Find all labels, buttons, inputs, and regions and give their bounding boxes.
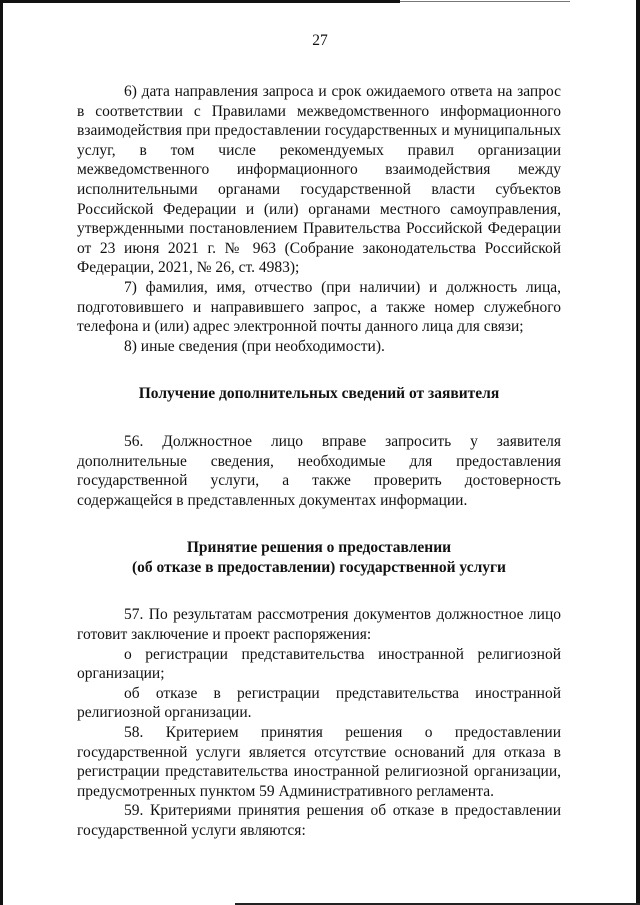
list-item-6: 6) дата направления запроса и срок ожидаемого ответа на запрос в соответствии с Правилами межведомственного информационного взаимодействия при предоставлении государственных и муниципальных услуг, в том числе рекомендуемых правил организации межведомственного информационного взаимодействия между исполнительными органами государственной власти субъектов Российской Федерации и (или) органами местного самоуправления, утвержденными постановлением Правительства Российской Федерации от 23 июня 2021 г. № 963 (Собрание законодательства Российской Федерации, 2021, № 26, ст. 4983); — [77, 83, 561, 277]
scan-edge-top-faint — [400, 1, 570, 2]
paragraph-57-option-refusal: об отказе в регистрации представительства иностранной религиозной организации. — [77, 684, 561, 722]
scan-edge-left — [0, 0, 3, 905]
paragraph-58: 58. Критерием принятия решения о предоставлении государственной услуги является отсутствие оснований для отказа в регистрации представительства иностранной религиозной организации, предусмотренных пунктом 59 Административного регламента. — [77, 724, 561, 800]
spacer — [77, 577, 561, 605]
section-heading-decision-line2: (об отказе в предоставлении) государственной услуги — [132, 558, 506, 576]
spacer — [77, 404, 561, 432]
scan-edge-right — [636, 0, 640, 905]
list-item-8: 8) иные сведения (при необходимости). — [124, 337, 385, 355]
section-heading-additional-info: Получение дополнительных сведений от заявителя — [138, 385, 500, 403]
paragraph-56: 56. Должностное лицо вправе запросить у заявителя дополнительные сведения, необходимые для предоставления государственной услуги, а также проверить достоверность содержащейся в представленных документах информации. — [77, 432, 561, 509]
scan-edge-top — [0, 0, 400, 3]
list-item-7: 7) фамилия, имя, отчество (при наличии) и должность лица, подготовившего и направившего запрос, а также номер служебного телефона и (или) адрес электронной почты данного лица для связи; — [77, 278, 561, 336]
paragraph-57: 57. По результатам рассмотрения документов должностное лицо готовит заключение и проект распоряжения: — [77, 606, 561, 644]
document-body — [77, 82, 561, 841]
paragraph-59: 59. Критериями принятия решения об отказе в предоставлении государственной услуги являются: — [77, 802, 561, 839]
section-heading-decision-line1: Принятие решения о предоставлении — [186, 539, 452, 557]
spacer — [77, 510, 561, 538]
page-number: 27 — [312, 32, 328, 49]
paragraph-57-option-registration: о регистрации представительства иностранной религиозной организации; — [77, 645, 561, 683]
spacer — [77, 356, 561, 384]
